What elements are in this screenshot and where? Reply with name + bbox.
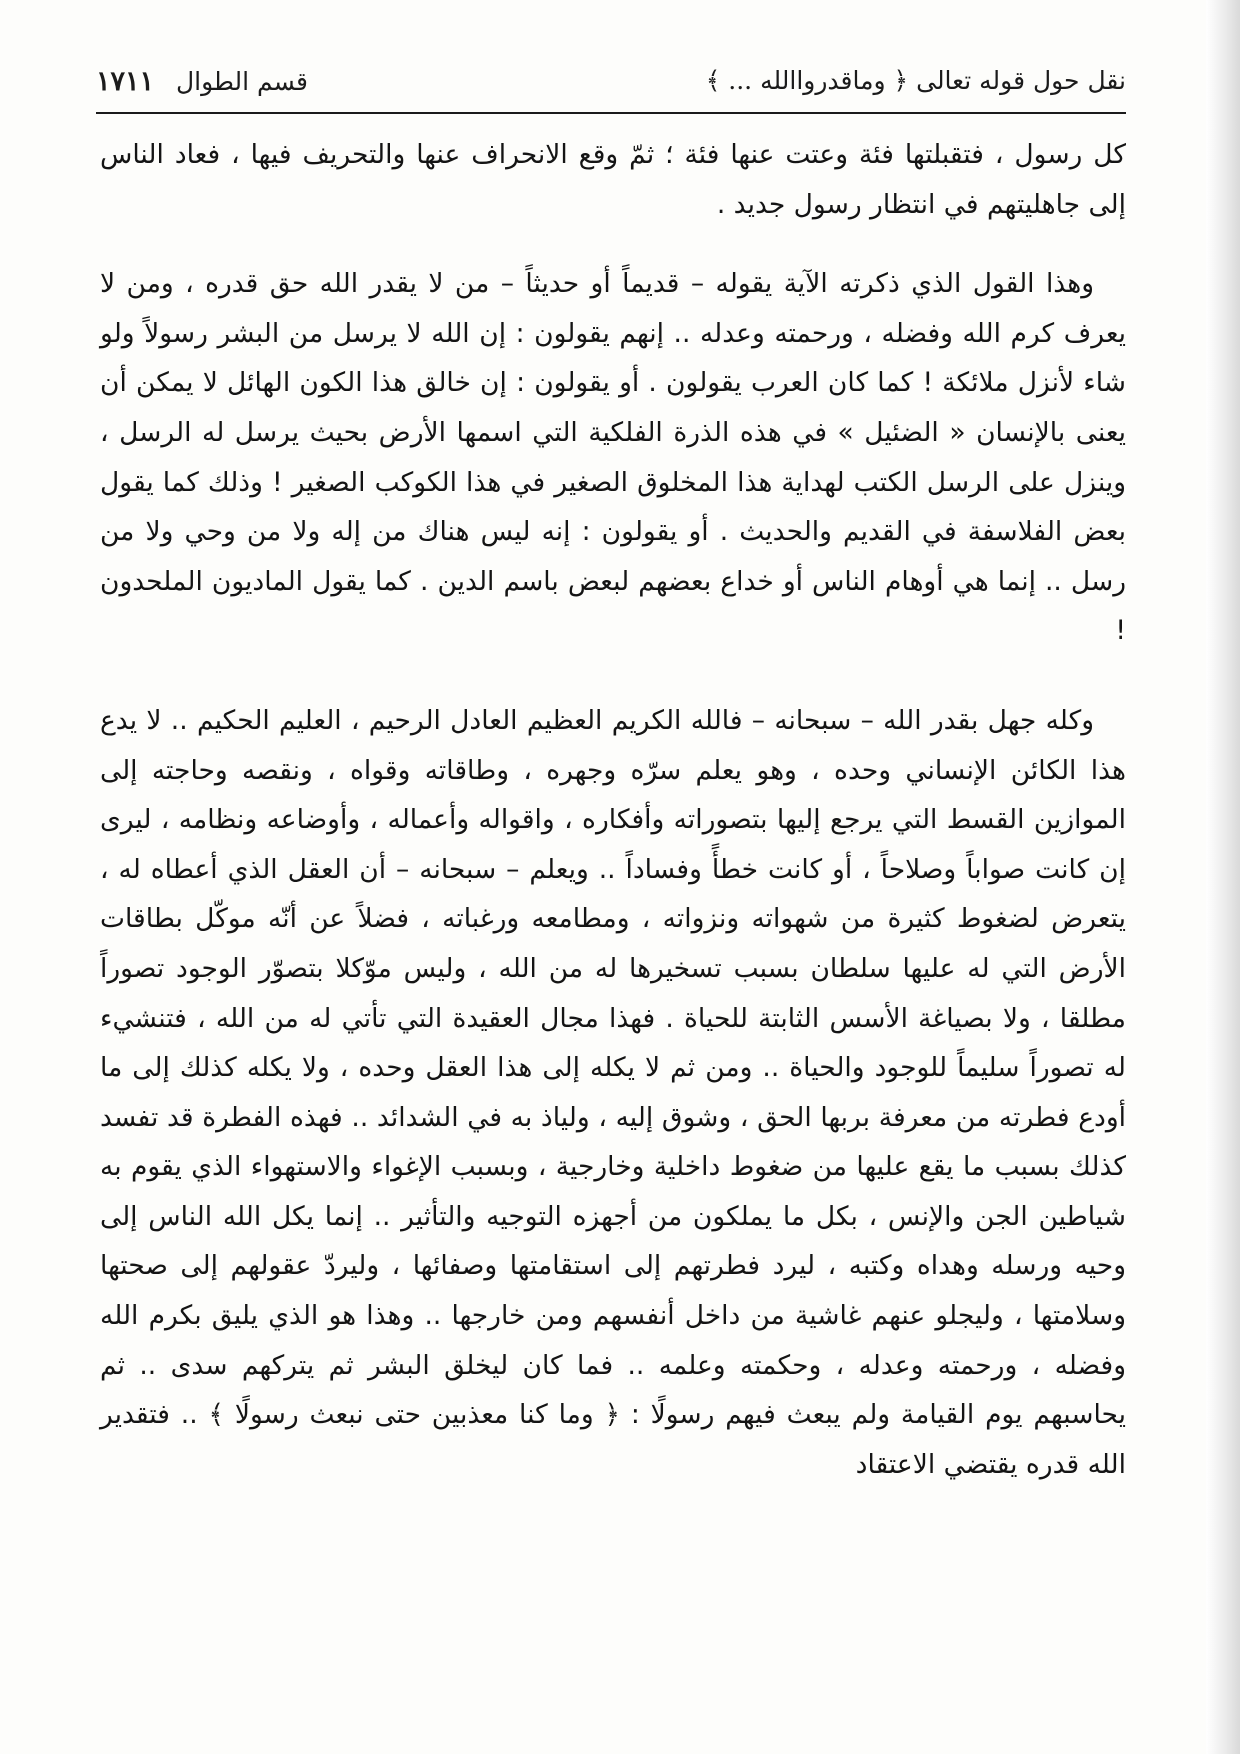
page-body <box>100 130 1126 1489</box>
paragraph-disbelievers-views: وهذا القول الذي ذكرته الآية يقوله – قديماً أو حديثاً – من لا يقدر الله حق قدره ، ومن لا يعرف كرم الله وفضله ، ورحمته وعدله .. إنهم يقولون : إن الله لا يرسل من البشر رسولاً ولو شاء لأنزل ملائكة ! كما كان العرب يقولون . أو يقولون : إن خالق هذا الكون الهائل لا يمكن أن يعنى بالإنسان « الضئيل » في هذه الذرة الفلكية التي اسمها الأرض بحيث يرسل له الرسل ، وينزل على الرسل الكتب لهداية هذا المخلوق الصغير في هذا الكوكب الصغير ! وذلك كما يقول بعض الفلاسفة في القديم والحديث . أو يقولون : إنه ليس هناك من إله ولا من وحي ولا من رسل .. إنما هي أوهام الناس أو خداع بعضهم لبعض باسم الدين . كما يقول الماديون الملحدون ! <box>100 268 1126 647</box>
page-number: ١٧١١ <box>96 66 155 97</box>
page-header <box>96 58 1126 108</box>
running-title: نقل حول قوله تعالى ﴿ وماقدرواالله ... ﴾ <box>705 66 1126 95</box>
section-name: قسم الطوال <box>176 67 308 96</box>
page-edge-shadow <box>1206 0 1240 1754</box>
header-rule <box>96 112 1126 114</box>
paragraph-continuation: كل رسول ، فتقبلتها فئة وعتت عنها فئة ؛ ثمّ وقع الانحراف عنها والتحريف فيها ، فعاد الناس إلى جاهليتهم في انتظار رسول جديد . <box>100 139 1126 220</box>
header-page-info <box>96 66 308 97</box>
paragraph-divine-wisdom: وكله جهل بقدر الله – سبحانه – فالله الكريم العظيم العادل الرحيم ، العليم الحكيم .. لا يدع هذا الكائن الإنساني وحده ، وهو يعلم سرّه وجهره ، وطاقاته وقواه ، ونقصه وحاجته إلى الموازين القسط التي يرجع إليها بتصوراته وأفكاره ، واقواله وأعماله ، وأوضاعه ونظامه ، ليرى إن كانت صواباً وصلاحاً ، أو كانت خطأً وفساداً .. ويعلم – سبحانه – أن العقل الذي أعطاه له ، يتعرض لضغوط كثيرة من شهواته ونزواته ، ومطامعه ورغباته ، فضلاً عن أنّه موكّل بطاقات الأرض التي له عليها سلطان بسبب تسخيرها له من الله ، وليس موّكلا بتصوّر الوجود تصوراً مطلقا ، ولا بصياغة الأسس الثابتة للحياة . فهذا مجال العقيدة التي تأتي له من الله ، فتنشيء له تصوراً سليماً للوجود والحياة .. ومن ثم لا يكله إلى هذا العقل وحده ، ولا يكله كذلك إلى ما أودع فطرته من معرفة بربها الحق ، وشوق إليه ، ولياذ به في الشدائد .. فهذه الفطرة قد تفسد كذلك بسبب ما يقع عليها من ضغوط داخلية وخارجية ، وبسبب الإغواء والاستهواء الذي يقوم به شياطين الجن والإنس ، بكل ما يملكون من أجهزه التوجيه والتأثير .. إنما يكل الله الناس إلى وحيه ورسله وهداه وكتبه ، ليرد فطرتهم إلى استقامتها وصفائها ، وليردّ عقولهم إلى صحتها وسلامتها ، وليجلو عنهم غاشية من داخل أنفسهم ومن خارجها .. وهذا هو الذي يليق بكرم الله وفضله ، ورحمته وعدله ، وحكمته وعلمه .. فما كان ليخلق البشر ثم يتركهم سدى .. ثم يحاسبهم يوم القيامة ولم يبعث فيهم رسولًا : ﴿ وما كنا معذبين حتى نبعث رسولًا ﴾ .. فتقدير الله قدره يقتضي الاعتقاد <box>100 704 1126 1480</box>
